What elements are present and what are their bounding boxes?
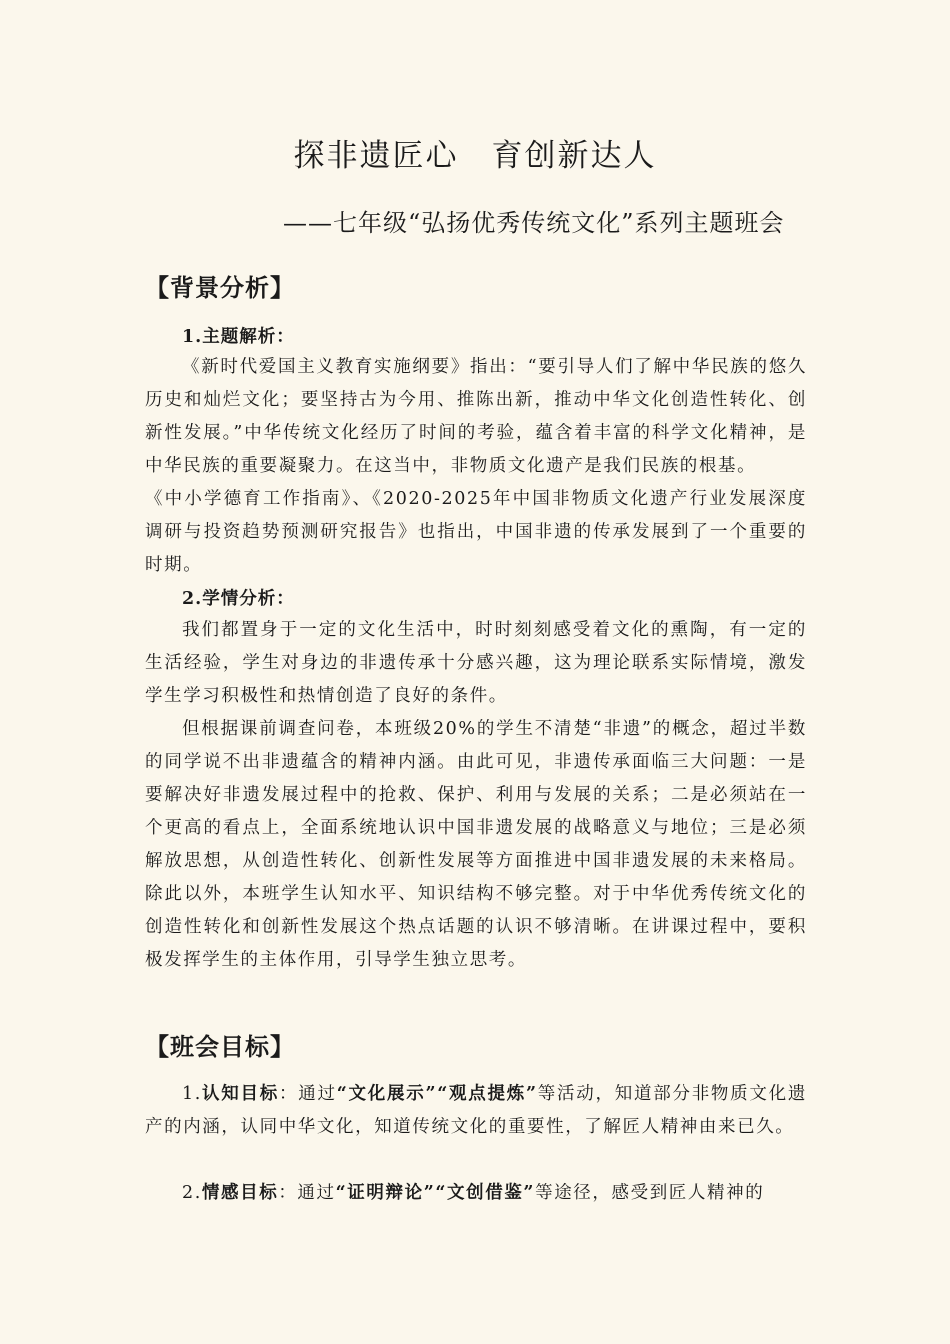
paragraph-student-analysis-2: 但根据课前调查问卷，本班级20%的学生不清楚“非遗”的概念，超过半数的同学说不出非遗蕴含的精神内涵。由此可见，非遗传承面临三大问题：一是要解决好非遗发展过程中的抢救、保护、利用与发展的关系；二是必须站在一个更高的看点上，全面系统地认识中国非遗发展的战略意义与地位；三是必须解放思想，从创造性转化、创新性发展等方面推进中国非遗发展的未来格局。除此以外，本班学生认知水平、知识结构不够完整。对于中华优秀传统文化的创造性转化和创新性发展这个热点话题的认识不够清晰。在讲课过程中，要积极发挥学生的主体作用，引导学生独立思考。 xyxy=(145,719,807,970)
goal-lead: ：通过 xyxy=(279,1084,337,1104)
goal-activity: “文化展示” xyxy=(336,1084,438,1104)
goal-lead: ：通过 xyxy=(278,1183,336,1203)
goal-number: 1. xyxy=(182,1084,202,1104)
section-heading-goals: 【班会目标】 xyxy=(145,1032,295,1061)
paragraph-theme-analysis-continued: 《中小学德育工作指南》、《2020-2025年中国非物质文化遗产行业发展深度调研与投资趋势预测研究报告》也指出，中国非遗的传承发展到了一个重要的时期。 xyxy=(145,489,807,575)
goal-activity: “观点提炼” xyxy=(437,1084,538,1104)
paragraph-student-analysis-1: 我们都置身于一定的文化生活中，时时刻刻感受着文化的熏陶，有一定的生活经验，学生对身边的非遗传承十分感兴趣，这为理论联系实际情境，激发学生学习积极性和热情创造了良好的条件。 xyxy=(145,620,807,706)
document-title: 探非遗匠心 育创新达人 xyxy=(293,138,657,174)
subheading-student-analysis: 2.学情分析： xyxy=(182,589,295,609)
section-heading-background: 【背景分析】 xyxy=(145,273,295,302)
goal-activity: “文创借鉴” xyxy=(435,1183,536,1203)
subheading-theme-analysis: 1.主题解析： xyxy=(182,327,295,347)
goal-number: 2. xyxy=(182,1183,202,1203)
goal-label: 情感目标 xyxy=(201,1183,279,1203)
paragraph-emotional-goal xyxy=(145,1177,807,1210)
document-subtitle: ——七年级“弘扬优秀传统文化”系列主题班会 xyxy=(283,209,785,237)
goal-text: 等活动，知道部分非物质文化遗产的内涵，认同中华文化，知道传统文化的重要性，了解匠人精神由来已久。 xyxy=(145,1084,807,1137)
paragraph-theme-analysis: 《新时代爱国主义教育实施纲要》指出：“要引导人们了解中华民族的悠久历史和灿烂文化；要坚持古为今用、推陈出新，推动中华文化创造性转化、创新性发展。”中华传统文化经历了时间的考验，蕴含着丰富的科学文化精神，是中华民族的重要凝聚力。在这当中，非物质文化遗产是我们民族的根基。 xyxy=(145,357,807,476)
goal-activity: “证明辩论” xyxy=(335,1183,436,1203)
goal-label: 认知目标 xyxy=(201,1084,280,1104)
paragraph-cognitive-goal xyxy=(145,1078,807,1144)
goal-text: 等途径，感受到匠人精神的 xyxy=(535,1183,765,1203)
